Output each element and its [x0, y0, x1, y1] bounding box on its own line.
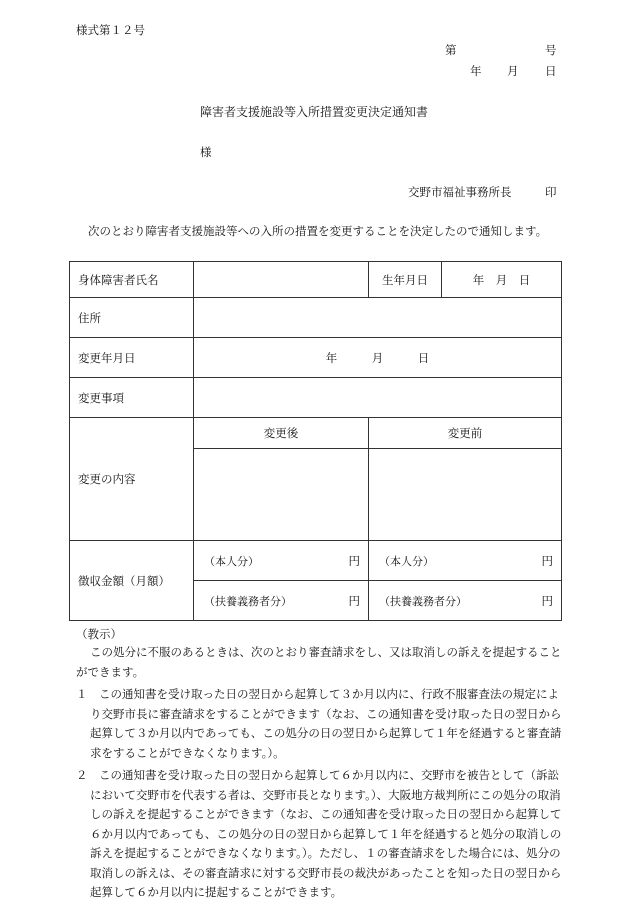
table-row	[70, 418, 562, 449]
after-content	[194, 449, 369, 541]
intro-text: 次のとおり障害者支援施設等への入所の措置を変更することを決定したので通知します。	[88, 224, 548, 238]
address-value	[194, 298, 562, 338]
addressee-suffix: 様	[200, 145, 212, 159]
yen-unit: 円	[541, 553, 553, 568]
support-label: （扶養義務者分）	[379, 594, 467, 608]
yen-unit: 円	[541, 593, 553, 608]
before-header: 変更前	[369, 418, 562, 449]
notice-item-1: １ この通知書を受け取った日の翌日から起算して３か月以内に、行政不服審査法の規定により交野市長に審査請求をすることができます（なお、この通知書を受け取った日の翌日から起算して３か月以内であっても、この処分の日の翌日から起算して１年を経過すると審査請求をすることができなくなります。）。	[76, 687, 562, 760]
issue-date-year: 年	[470, 64, 482, 78]
fee-label: 徴収金額（月額）	[70, 541, 194, 621]
form-number: 様式第１２号	[76, 23, 145, 37]
table-row	[70, 262, 562, 298]
table-row	[70, 541, 562, 581]
document-number-suffix: 号	[545, 43, 557, 57]
support-label: （扶養義務者分）	[204, 594, 292, 608]
birthdate-value: 年 月 日	[442, 262, 562, 298]
name-value	[194, 262, 369, 298]
name-label: 身体障害者氏名	[70, 262, 194, 298]
fee-before-self	[369, 541, 562, 581]
issuer-name: 交野市福祉事務所長	[408, 185, 512, 199]
seal-mark: 印	[545, 185, 557, 199]
notice-main-text: この処分に不服のあるときは、次のとおり審査請求をし、又は取消しの訴えを提起することができます。	[76, 645, 562, 679]
notice-item-2: ２ この通知書を受け取った日の翌日から起算して６か月以内に、交野市を被告として（訴訟において交野市を代表する者は、交野市長となります。）、大阪地方裁判所にこの処分の取消しの訴えを提起することができます（なお、この通知書を受け取った日の翌日から起算して６か月以内であっても、この処分の日の翌日から起算して１年を経過すると処分の取消しの訴えを提起することができなくなります。）。ただし、１の審査請求をした場合には、処分の取消しの訴えは、その審査請求に対する交野市長の裁決があったことを知った日の翌日から起算して６か月以内に提起することができます。	[76, 768, 562, 899]
notice-heading: （教示）	[76, 627, 122, 641]
yen-unit: 円	[348, 593, 360, 608]
address-label: 住所	[70, 298, 194, 338]
self-label: （本人分）	[379, 554, 434, 568]
document-title: 障害者支援施設等入所措置変更決定通知書	[200, 105, 429, 119]
change-content-label: 変更の内容	[70, 418, 194, 541]
table-row	[70, 338, 562, 378]
document-number-label: 第	[445, 43, 457, 57]
change-date-value: 年 月 日	[194, 338, 562, 378]
fee-after-self	[194, 541, 369, 581]
yen-unit: 円	[348, 553, 360, 568]
table-row	[70, 378, 562, 418]
issue-date-month: 月	[507, 64, 519, 78]
change-item-value	[194, 378, 562, 418]
after-header: 変更後	[194, 418, 369, 449]
fee-after-support	[194, 581, 369, 621]
details-table	[69, 261, 562, 621]
change-item-label: 変更事項	[70, 378, 194, 418]
fee-before-support	[369, 581, 562, 621]
change-date-label: 変更年月日	[70, 338, 194, 378]
birthdate-label: 生年月日	[369, 262, 442, 298]
self-label: （本人分）	[204, 554, 259, 568]
issue-date-day: 日	[545, 64, 557, 78]
table-row	[70, 298, 562, 338]
before-content	[369, 449, 562, 541]
